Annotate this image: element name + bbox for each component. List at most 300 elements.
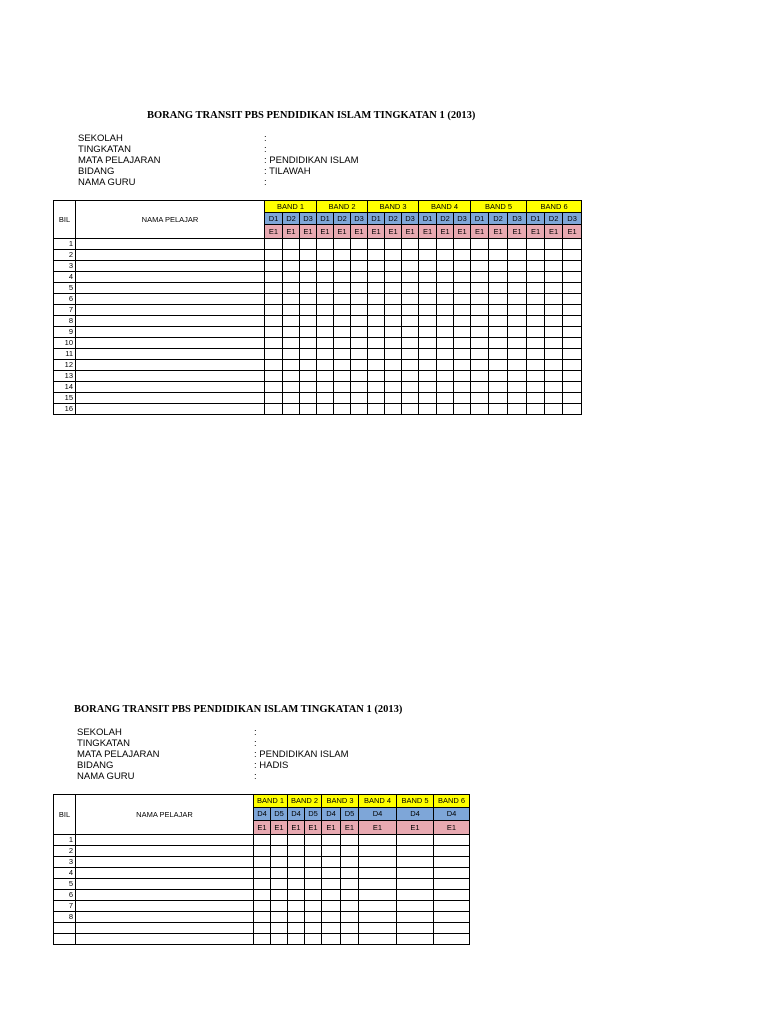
score-cell[interactable]	[434, 912, 470, 923]
score-cell[interactable]	[419, 382, 437, 393]
score-cell[interactable]	[341, 901, 359, 912]
score-cell[interactable]	[368, 316, 385, 327]
score-cell[interactable]	[508, 327, 527, 338]
score-cell[interactable]	[322, 857, 341, 868]
score-cell[interactable]	[419, 305, 437, 316]
score-cell[interactable]	[368, 283, 385, 294]
score-cell[interactable]	[271, 846, 288, 857]
score-cell[interactable]	[419, 338, 437, 349]
score-cell[interactable]	[305, 846, 322, 857]
score-cell[interactable]	[351, 371, 368, 382]
score-cell[interactable]	[283, 371, 300, 382]
score-cell[interactable]	[527, 382, 545, 393]
score-cell[interactable]	[288, 901, 305, 912]
score-cell[interactable]	[508, 305, 527, 316]
score-cell[interactable]	[437, 261, 454, 272]
score-cell[interactable]	[351, 305, 368, 316]
score-cell[interactable]	[288, 890, 305, 901]
score-cell[interactable]	[305, 835, 322, 846]
score-cell[interactable]	[527, 294, 545, 305]
score-cell[interactable]	[385, 338, 402, 349]
score-cell[interactable]	[508, 338, 527, 349]
score-cell[interactable]	[397, 901, 434, 912]
score-cell[interactable]	[527, 338, 545, 349]
score-cell[interactable]	[359, 879, 397, 890]
score-cell[interactable]	[437, 360, 454, 371]
score-cell[interactable]	[527, 393, 545, 404]
score-cell[interactable]	[434, 934, 470, 945]
score-cell[interactable]	[397, 846, 434, 857]
score-cell[interactable]	[300, 349, 317, 360]
score-cell[interactable]	[454, 316, 471, 327]
score-cell[interactable]	[283, 316, 300, 327]
score-cell[interactable]	[527, 327, 545, 338]
score-cell[interactable]	[322, 846, 341, 857]
score-cell[interactable]	[437, 250, 454, 261]
score-cell[interactable]	[385, 316, 402, 327]
score-cell[interactable]	[563, 239, 582, 250]
score-cell[interactable]	[265, 272, 283, 283]
score-cell[interactable]	[288, 835, 305, 846]
score-cell[interactable]	[359, 890, 397, 901]
score-cell[interactable]	[419, 371, 437, 382]
score-cell[interactable]	[508, 250, 527, 261]
score-cell[interactable]	[527, 239, 545, 250]
score-cell[interactable]	[397, 890, 434, 901]
score-cell[interactable]	[563, 305, 582, 316]
score-cell[interactable]	[471, 327, 489, 338]
score-cell[interactable]	[434, 901, 470, 912]
score-cell[interactable]	[334, 305, 351, 316]
score-cell[interactable]	[265, 349, 283, 360]
score-cell[interactable]	[545, 338, 563, 349]
score-cell[interactable]	[300, 250, 317, 261]
score-cell[interactable]	[437, 349, 454, 360]
score-cell[interactable]	[489, 360, 508, 371]
score-cell[interactable]	[300, 261, 317, 272]
score-cell[interactable]	[300, 283, 317, 294]
score-cell[interactable]	[563, 294, 582, 305]
score-cell[interactable]	[402, 382, 419, 393]
score-cell[interactable]	[288, 934, 305, 945]
score-cell[interactable]	[385, 360, 402, 371]
score-cell[interactable]	[489, 316, 508, 327]
score-cell[interactable]	[254, 835, 271, 846]
score-cell[interactable]	[402, 349, 419, 360]
nama-pelajar-cell[interactable]	[76, 404, 265, 415]
score-cell[interactable]	[254, 901, 271, 912]
score-cell[interactable]	[545, 294, 563, 305]
score-cell[interactable]	[334, 360, 351, 371]
score-cell[interactable]	[283, 382, 300, 393]
score-cell[interactable]	[454, 360, 471, 371]
score-cell[interactable]	[334, 283, 351, 294]
score-cell[interactable]	[368, 371, 385, 382]
score-cell[interactable]	[397, 879, 434, 890]
score-cell[interactable]	[402, 239, 419, 250]
score-cell[interactable]	[489, 349, 508, 360]
score-cell[interactable]	[437, 283, 454, 294]
score-cell[interactable]	[265, 316, 283, 327]
score-cell[interactable]	[341, 879, 359, 890]
score-cell[interactable]	[341, 890, 359, 901]
score-cell[interactable]	[305, 879, 322, 890]
score-cell[interactable]	[434, 923, 470, 934]
score-cell[interactable]	[385, 305, 402, 316]
score-cell[interactable]	[305, 901, 322, 912]
score-cell[interactable]	[545, 349, 563, 360]
score-cell[interactable]	[508, 393, 527, 404]
score-cell[interactable]	[385, 327, 402, 338]
score-cell[interactable]	[334, 327, 351, 338]
score-cell[interactable]	[351, 327, 368, 338]
score-cell[interactable]	[471, 371, 489, 382]
nama-pelajar-cell[interactable]	[76, 879, 254, 890]
score-cell[interactable]	[368, 393, 385, 404]
score-cell[interactable]	[397, 923, 434, 934]
score-cell[interactable]	[437, 316, 454, 327]
score-cell[interactable]	[437, 404, 454, 415]
score-cell[interactable]	[300, 382, 317, 393]
score-cell[interactable]	[527, 283, 545, 294]
score-cell[interactable]	[397, 912, 434, 923]
score-cell[interactable]	[317, 316, 334, 327]
score-cell[interactable]	[322, 912, 341, 923]
score-cell[interactable]	[397, 934, 434, 945]
score-cell[interactable]	[563, 393, 582, 404]
score-cell[interactable]	[300, 360, 317, 371]
score-cell[interactable]	[305, 890, 322, 901]
score-cell[interactable]	[434, 835, 470, 846]
score-cell[interactable]	[283, 404, 300, 415]
score-cell[interactable]	[359, 901, 397, 912]
score-cell[interactable]	[334, 404, 351, 415]
score-cell[interactable]	[385, 239, 402, 250]
score-cell[interactable]	[545, 393, 563, 404]
score-cell[interactable]	[508, 316, 527, 327]
score-cell[interactable]	[283, 360, 300, 371]
score-cell[interactable]	[454, 382, 471, 393]
score-cell[interactable]	[402, 305, 419, 316]
score-cell[interactable]	[317, 404, 334, 415]
score-cell[interactable]	[385, 404, 402, 415]
score-cell[interactable]	[351, 404, 368, 415]
score-cell[interactable]	[322, 835, 341, 846]
score-cell[interactable]	[563, 327, 582, 338]
nama-pelajar-cell[interactable]	[76, 868, 254, 879]
score-cell[interactable]	[271, 857, 288, 868]
nama-pelajar-cell[interactable]	[76, 934, 254, 945]
score-cell[interactable]	[471, 305, 489, 316]
score-cell[interactable]	[305, 868, 322, 879]
score-cell[interactable]	[288, 879, 305, 890]
score-cell[interactable]	[322, 923, 341, 934]
nama-pelajar-cell[interactable]	[76, 890, 254, 901]
score-cell[interactable]	[527, 349, 545, 360]
score-cell[interactable]	[419, 239, 437, 250]
score-cell[interactable]	[471, 261, 489, 272]
score-cell[interactable]	[454, 371, 471, 382]
score-cell[interactable]	[334, 316, 351, 327]
score-cell[interactable]	[437, 239, 454, 250]
nama-pelajar-cell[interactable]	[76, 272, 265, 283]
score-cell[interactable]	[254, 857, 271, 868]
score-cell[interactable]	[283, 349, 300, 360]
score-cell[interactable]	[489, 393, 508, 404]
score-cell[interactable]	[471, 338, 489, 349]
score-cell[interactable]	[265, 382, 283, 393]
score-cell[interactable]	[351, 272, 368, 283]
score-cell[interactable]	[317, 371, 334, 382]
score-cell[interactable]	[454, 327, 471, 338]
score-cell[interactable]	[385, 371, 402, 382]
score-cell[interactable]	[334, 338, 351, 349]
score-cell[interactable]	[265, 371, 283, 382]
nama-pelajar-cell[interactable]	[76, 360, 265, 371]
score-cell[interactable]	[288, 912, 305, 923]
score-cell[interactable]	[305, 857, 322, 868]
score-cell[interactable]	[351, 393, 368, 404]
score-cell[interactable]	[254, 934, 271, 945]
score-cell[interactable]	[368, 239, 385, 250]
score-cell[interactable]	[545, 239, 563, 250]
nama-pelajar-cell[interactable]	[76, 261, 265, 272]
score-cell[interactable]	[527, 250, 545, 261]
score-cell[interactable]	[341, 912, 359, 923]
score-cell[interactable]	[471, 272, 489, 283]
score-cell[interactable]	[527, 316, 545, 327]
score-cell[interactable]	[454, 404, 471, 415]
score-cell[interactable]	[300, 272, 317, 283]
score-cell[interactable]	[341, 857, 359, 868]
score-cell[interactable]	[437, 272, 454, 283]
score-cell[interactable]	[454, 261, 471, 272]
nama-pelajar-cell[interactable]	[76, 283, 265, 294]
nama-pelajar-cell[interactable]	[76, 857, 254, 868]
score-cell[interactable]	[397, 857, 434, 868]
score-cell[interactable]	[437, 382, 454, 393]
score-cell[interactable]	[437, 305, 454, 316]
score-cell[interactable]	[317, 382, 334, 393]
nama-pelajar-cell[interactable]	[76, 912, 254, 923]
score-cell[interactable]	[545, 404, 563, 415]
score-cell[interactable]	[419, 360, 437, 371]
score-cell[interactable]	[545, 272, 563, 283]
score-cell[interactable]	[419, 393, 437, 404]
score-cell[interactable]	[283, 338, 300, 349]
score-cell[interactable]	[454, 393, 471, 404]
score-cell[interactable]	[508, 349, 527, 360]
score-cell[interactable]	[434, 857, 470, 868]
score-cell[interactable]	[271, 868, 288, 879]
score-cell[interactable]	[288, 868, 305, 879]
score-cell[interactable]	[402, 404, 419, 415]
score-cell[interactable]	[359, 934, 397, 945]
score-cell[interactable]	[402, 371, 419, 382]
nama-pelajar-cell[interactable]	[76, 338, 265, 349]
score-cell[interactable]	[471, 393, 489, 404]
score-cell[interactable]	[317, 349, 334, 360]
score-cell[interactable]	[322, 868, 341, 879]
score-cell[interactable]	[265, 239, 283, 250]
score-cell[interactable]	[283, 239, 300, 250]
score-cell[interactable]	[265, 393, 283, 404]
score-cell[interactable]	[454, 305, 471, 316]
score-cell[interactable]	[402, 261, 419, 272]
score-cell[interactable]	[300, 404, 317, 415]
score-cell[interactable]	[563, 360, 582, 371]
score-cell[interactable]	[322, 890, 341, 901]
score-cell[interactable]	[508, 382, 527, 393]
score-cell[interactable]	[368, 261, 385, 272]
score-cell[interactable]	[317, 239, 334, 250]
score-cell[interactable]	[545, 283, 563, 294]
score-cell[interactable]	[368, 272, 385, 283]
score-cell[interactable]	[489, 382, 508, 393]
score-cell[interactable]	[545, 261, 563, 272]
score-cell[interactable]	[351, 250, 368, 261]
score-cell[interactable]	[402, 316, 419, 327]
score-cell[interactable]	[317, 327, 334, 338]
score-cell[interactable]	[563, 382, 582, 393]
score-cell[interactable]	[471, 404, 489, 415]
score-cell[interactable]	[545, 371, 563, 382]
score-cell[interactable]	[402, 272, 419, 283]
score-cell[interactable]	[527, 371, 545, 382]
score-cell[interactable]	[489, 305, 508, 316]
score-cell[interactable]	[300, 393, 317, 404]
score-cell[interactable]	[563, 250, 582, 261]
score-cell[interactable]	[563, 371, 582, 382]
score-cell[interactable]	[527, 272, 545, 283]
nama-pelajar-cell[interactable]	[76, 239, 265, 250]
score-cell[interactable]	[317, 305, 334, 316]
score-cell[interactable]	[508, 360, 527, 371]
score-cell[interactable]	[359, 835, 397, 846]
score-cell[interactable]	[437, 294, 454, 305]
score-cell[interactable]	[317, 250, 334, 261]
score-cell[interactable]	[317, 261, 334, 272]
score-cell[interactable]	[254, 868, 271, 879]
score-cell[interactable]	[334, 393, 351, 404]
score-cell[interactable]	[368, 404, 385, 415]
score-cell[interactable]	[341, 934, 359, 945]
score-cell[interactable]	[489, 239, 508, 250]
score-cell[interactable]	[471, 382, 489, 393]
score-cell[interactable]	[351, 360, 368, 371]
nama-pelajar-cell[interactable]	[76, 835, 254, 846]
score-cell[interactable]	[385, 272, 402, 283]
score-cell[interactable]	[271, 901, 288, 912]
score-cell[interactable]	[265, 338, 283, 349]
score-cell[interactable]	[300, 239, 317, 250]
score-cell[interactable]	[341, 846, 359, 857]
score-cell[interactable]	[419, 250, 437, 261]
score-cell[interactable]	[351, 239, 368, 250]
score-cell[interactable]	[454, 294, 471, 305]
score-cell[interactable]	[489, 404, 508, 415]
score-cell[interactable]	[265, 305, 283, 316]
score-cell[interactable]	[317, 338, 334, 349]
score-cell[interactable]	[368, 305, 385, 316]
score-cell[interactable]	[434, 879, 470, 890]
score-cell[interactable]	[334, 371, 351, 382]
score-cell[interactable]	[402, 283, 419, 294]
score-cell[interactable]	[527, 305, 545, 316]
score-cell[interactable]	[317, 283, 334, 294]
score-cell[interactable]	[288, 923, 305, 934]
score-cell[interactable]	[454, 272, 471, 283]
score-cell[interactable]	[454, 239, 471, 250]
score-cell[interactable]	[351, 349, 368, 360]
score-cell[interactable]	[419, 283, 437, 294]
nama-pelajar-cell[interactable]	[76, 371, 265, 382]
score-cell[interactable]	[283, 393, 300, 404]
score-cell[interactable]	[471, 250, 489, 261]
score-cell[interactable]	[288, 846, 305, 857]
score-cell[interactable]	[359, 868, 397, 879]
score-cell[interactable]	[545, 316, 563, 327]
score-cell[interactable]	[419, 294, 437, 305]
score-cell[interactable]	[419, 349, 437, 360]
score-cell[interactable]	[454, 283, 471, 294]
score-cell[interactable]	[265, 404, 283, 415]
score-cell[interactable]	[271, 890, 288, 901]
score-cell[interactable]	[402, 393, 419, 404]
score-cell[interactable]	[563, 261, 582, 272]
score-cell[interactable]	[397, 835, 434, 846]
score-cell[interactable]	[334, 294, 351, 305]
score-cell[interactable]	[419, 261, 437, 272]
score-cell[interactable]	[454, 250, 471, 261]
score-cell[interactable]	[419, 272, 437, 283]
score-cell[interactable]	[334, 382, 351, 393]
score-cell[interactable]	[437, 371, 454, 382]
score-cell[interactable]	[385, 261, 402, 272]
score-cell[interactable]	[300, 294, 317, 305]
score-cell[interactable]	[489, 294, 508, 305]
score-cell[interactable]	[419, 316, 437, 327]
score-cell[interactable]	[359, 912, 397, 923]
score-cell[interactable]	[283, 294, 300, 305]
score-cell[interactable]	[265, 283, 283, 294]
nama-pelajar-cell[interactable]	[76, 846, 254, 857]
score-cell[interactable]	[489, 283, 508, 294]
score-cell[interactable]	[368, 360, 385, 371]
score-cell[interactable]	[271, 912, 288, 923]
score-cell[interactable]	[385, 294, 402, 305]
nama-pelajar-cell[interactable]	[76, 349, 265, 360]
score-cell[interactable]	[317, 360, 334, 371]
score-cell[interactable]	[434, 846, 470, 857]
score-cell[interactable]	[563, 283, 582, 294]
score-cell[interactable]	[454, 349, 471, 360]
score-cell[interactable]	[271, 934, 288, 945]
score-cell[interactable]	[341, 835, 359, 846]
score-cell[interactable]	[334, 250, 351, 261]
score-cell[interactable]	[437, 327, 454, 338]
score-cell[interactable]	[527, 261, 545, 272]
score-cell[interactable]	[351, 316, 368, 327]
score-cell[interactable]	[351, 382, 368, 393]
score-cell[interactable]	[300, 371, 317, 382]
score-cell[interactable]	[402, 338, 419, 349]
score-cell[interactable]	[471, 316, 489, 327]
score-cell[interactable]	[265, 261, 283, 272]
score-cell[interactable]	[385, 250, 402, 261]
score-cell[interactable]	[359, 857, 397, 868]
score-cell[interactable]	[489, 371, 508, 382]
